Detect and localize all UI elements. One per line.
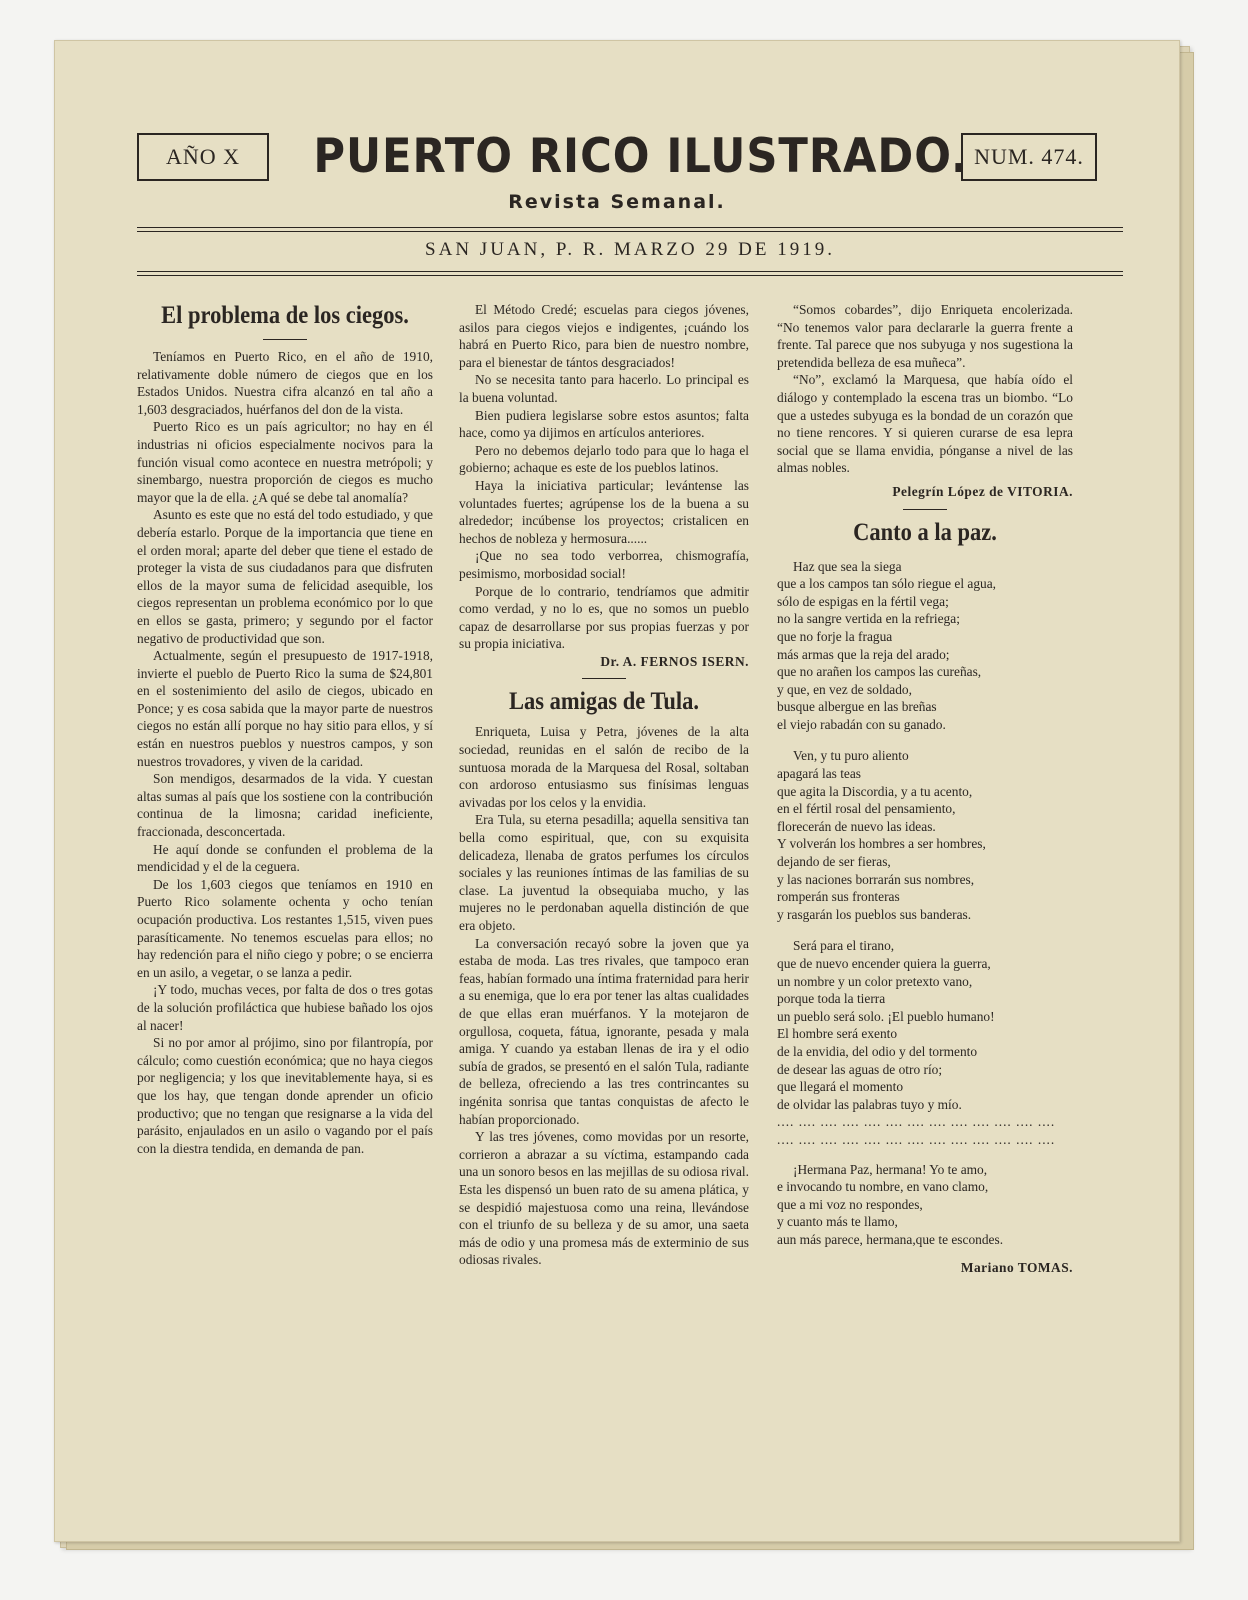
paragraph: ¡Que no sea todo verborrea, chismografía, pesimismo, morbosidad social! [459, 548, 749, 581]
paragraph: Pero no debemos dejarlo todo para que lo haga el gobierno; achaque es este de los pueblos latinos. [459, 442, 749, 476]
poem-line: que a los campos tan sólo riegue el agua, [777, 576, 997, 592]
paragraph: Porque de lo contrario, tendríamos que admitir como verdad, y no lo es, que no somos un pueblo capaz de desarrollarse por sus propias fuerzas y por su propia iniciativa. [459, 583, 749, 652]
paragraph: De los 1,603 ciegos que teníamos en 1910 en Puerto Rico solamente ochenta y ocho tenían ocupación productiva. Los restantes 1,515, viven pues parasíticamente. No tenemos escuelas para ellos; no hay redención para el niño ciego y pobre; o se encierra en un asilo, a vegetar, o se lanza a pedir. [137, 876, 433, 980]
masthead [137, 129, 1097, 239]
stanza-3 [777, 937, 1073, 1113]
poem-line: un pueblo será solo. ¡El pueblo humano! [777, 1008, 995, 1024]
article-separator [903, 509, 947, 510]
paragraph: ¡Y todo, muchas veces, por falta de dos o tres gotas de la solución profiláctica que hubiese bañado los ojos al nacer! [137, 982, 433, 1033]
poem-line: Será para el tirano, [793, 938, 895, 954]
poem-line: ¡Hermana Paz, hermana! Yo te amo, [793, 1161, 988, 1177]
poem-line: busque albergue en las breñas [777, 699, 937, 715]
stanza-2 [777, 747, 1073, 923]
spacer [777, 733, 1073, 747]
poem-line: y las naciones borrarán sus nombres, [777, 871, 975, 887]
poem-line: El hombre será exento [777, 1026, 898, 1042]
poem-line: romperán sus fronteras [777, 889, 900, 905]
paragraph: Enriqueta, Luisa y Petra, jóvenes de la alta sociedad, reunidas en el salón de recibo de la suntuosa morada de la Marquesa del Rosal, soltaban con ardoroso entusiasmo sus finísimas lenguas avivadas por los celos y la envidia. [459, 724, 749, 810]
poem-line: porque toda la tierra [777, 991, 886, 1007]
spacer [777, 923, 1073, 937]
paragraph: El Método Credé; escuelas para ciegos jóvenes, asilos para ciegos viejos e indigentes, ¡cuándo los habrá en Puerto Rico, para bien de nuestro nombre, para el bienestar de tántos desgraciados! [459, 302, 749, 370]
header-rule-bottom [137, 271, 1123, 272]
poem-line: de olvidar las palabras tuyo y mío. [777, 1096, 962, 1112]
paragraph: Asunto es este que no está del todo estudiado, y que debería estarlo. Porque de la importancia que tiene en el orden moral; aparte del deber que tiene el estado de proteger la vista de sus ciudadanos para que disfruten ellos de la mayor suma de felicidad asequible, los ciegos representan un problema económico por lo que en ellos se gasta, primero; y segundo por el factor negativo de productividad que son. [137, 507, 433, 646]
spacer [777, 1249, 1073, 1259]
poem-line: más armas que la reja del arado; [777, 646, 950, 662]
header-rule-top-2 [137, 231, 1123, 232]
poem-line: que llegará el momento [777, 1079, 904, 1095]
paragraph: Actualmente, según el presupuesto de 1917-1918, invierte el pueblo de Puerto Rico la suma de $24,801 en el sostenimiento del asilo de ciegos, ubicado en Ponce; y es cosa sabida que la mayor parte de nuestros ciegos no están allí porque no hay sitio para ellos, y sí están en nuestros pueblos y nuestros campos, y son nuestros trovadores, y viven de la caridad. [137, 648, 433, 769]
magazine-page [54, 40, 1180, 1542]
paragraph: Y las tres jóvenes, como movidas por un resorte, corrieron a abrazar a su víctima, estampando cada una un sonoro besos en las mejillas de su odiosa rival. Esta les dispensó un buen rato de su amena plática, y se despidió majestuosa como una reina, llevándose con el triunfo de su belleza y de su amor, una saeta más de odio y una promesa más de exterminio de sus odiosas rivales. [459, 1129, 749, 1268]
paragraph: La conversación recayó sobre la joven que ya estaba de moda. Las tres rivales, que tampoco eran feas, habían formado una íntima fraternidad para herir a su enemiga, que lo era por tener las altas cualidades de que ellas eran muérfanos. Y la motejaron de orgullosa, coqueta, fátua, ignorante, pesada y mala amiga. Y cuando ya estaban llenas de ira y el odio subía de grados, se presentó en el salón Tula, radiante de belleza, ofreciendo a las tres contrincantes su ingénita sonrisa que tantas conquistas de afecto le habían proporcionado. [459, 935, 749, 1127]
poem-line: en el fértil rosal del pensamiento, [777, 801, 956, 817]
signature-vitoria: Pelegrín López de VITORIA. [892, 483, 1073, 499]
spacer [777, 548, 1073, 558]
paragraph: Si no por amor al prójimo, sino por filantropía, por cálculo; como cuestión económica; que no haya ciegos por negligencia; y los que inevitablemente haya, si es que los hay, que tengan donde aprender un oficio productivo; que no tengan que resignarse a la vida del parásito, enjaulados en un asilo o vagando por el país con la diestra tendida, en demanda de pan. [137, 1035, 433, 1156]
poem-line: e invocando tu nombre, en vano clamo, [777, 1179, 989, 1195]
article-title-tula: Las amigas de Tula. [508, 688, 700, 716]
paragraph: Era Tula, su eterna pesadilla; aquella sensitiva tan bella como espiritual, que, con su exquisita delicadeza, llenaba de gratos perfumes los círculos sociales y las reuniones íntimas de las familias de su clase. La juventud la obsequiaba mucho, y las mujeres no le perdonaban aquella distinción de que era objeto. [459, 812, 749, 933]
paragraph: Haya la iniciativa particular; levántense las voluntades fuertes; agrúpense los de la buena a su alrededor; incúbense los proyectos; cristalicen en hechos de nobleza y hermosura...... [459, 477, 749, 546]
poem-line: y que, en vez de soldado, [777, 681, 912, 697]
poem-line: y cuanto más te llamo, [777, 1214, 898, 1230]
title-separator [263, 339, 307, 340]
poem-line: que no arañen los campos las cureñas, [777, 664, 982, 680]
poem-line: que no forje la fragua [777, 628, 893, 644]
article-separator [582, 678, 626, 679]
paragraph: No se necesita tanto para hacerlo. Lo principal es la buena voluntad. [459, 372, 749, 405]
paragraph: “No”, exclamó la Marquesa, que había oído el diálogo y contemplado la escena tras un biombo. “Lo que a ustedes subyuga es la bondad de un corazón que no tiene rencores. Y si quieren curarse de esa lepra social que se llama envidia, pónganse a nivel de las almas nobles. [777, 372, 1073, 476]
paragraph: Son mendigos, desarmados de la vida. Y cuestan altas sumas al país que los sostiene con la contribución continua de la limosna; caridad ineficiente, fraccionada, desconcertada. [137, 771, 433, 840]
poem-line: aun más parece, hermana,que te escondes. [777, 1231, 1004, 1247]
year-box: AÑO X [137, 133, 269, 181]
poem-line: Haz que sea la siega [793, 558, 902, 574]
spacer [777, 1149, 1073, 1161]
ellipsis-line: .... .... .... .... .... .... .... .... .... .... .... .... .... [777, 1114, 1056, 1130]
stanza-1 [777, 558, 1073, 734]
poem-line: de la envidia, del odio y del tormento [777, 1043, 978, 1059]
poem-line: un nombre y un color pretexto vano, [777, 973, 973, 989]
poem-line: Y volverán los hombres a ser hombres, [777, 836, 986, 852]
poem-line: que agita la Discordia, y a tu acento, [777, 783, 973, 799]
poem-line: el viejo rabadán con su ganado. [777, 716, 946, 732]
signature-fernos: Dr. A. FERNOS ISERN. [600, 653, 749, 669]
ellipsis-line-2: .... .... .... .... .... .... .... .... .... .... .... .... .... [777, 1131, 1056, 1147]
publication-subtitle: Revista Semanal. [508, 191, 726, 213]
poem-line: apagará las teas [777, 766, 862, 782]
article-title-ciegos: El problema de los ciegos. [161, 302, 409, 329]
poem-line: no la sangre vertida en la refriega; [777, 611, 960, 627]
poem-line: de desear las aguas de otro río; [777, 1061, 943, 1077]
paragraph: Teníamos en Puerto Rico, en el año de 1910, relativamente doble número de ciegos que en los Estados Unidos. Nuestra cifra alcanzó en tal año a 1,603 desgraciados, huérfanos del don de la vista. [137, 349, 433, 417]
paragraph: He aquí donde se confunden el problema de la mendicidad y el de la ceguera. [137, 841, 433, 875]
poem-line: dejando de ser fieras, [777, 854, 891, 870]
signature-tomas: Mariano TOMAS. [960, 1259, 1073, 1275]
publication-title: PUERTO RICO ILUSTRADO. [313, 129, 969, 184]
header-rule-bottom-2 [137, 275, 1123, 276]
dateline: SAN JUAN, P. R. MARZO 29 DE 1919. [425, 239, 835, 260]
poem-line: que a mi voz no respondes, [777, 1196, 923, 1212]
poem-line: Ven, y tu puro aliento [793, 748, 909, 764]
column-3 [777, 301, 1073, 1276]
poem-line: que de nuevo encender quiera la guerra, [777, 956, 991, 971]
poem-body [777, 548, 1073, 1249]
paragraph: “Somos cobardes”, dijo Enriqueta encolerizada. “No tenemos valor para declararle la guerra frente a frente. Tal parece que nos subyuga y nos sugestiona la pretendida belleza de esa muñeca”. [777, 302, 1073, 370]
paragraph: Puerto Rico es un país agricultor; no hay en él industrias ni oficios especialmente nocivos para la función visual como acontece en nuestra metrópoli; y sinembargo, nuestra proporción de ciegos es mucho mayor que la de ella. ¿A qué se debe tal anomalía? [137, 419, 433, 505]
poem-line: sólo de espigas en la fértil vega; [777, 593, 949, 609]
poem-line: y rasgarán los pueblos sus banderas. [777, 906, 972, 922]
column-2 [459, 301, 749, 1269]
header-rule-top [137, 227, 1123, 228]
column-1 [137, 301, 433, 1157]
poem-line: florecerán de nuevo las ideas. [777, 818, 936, 834]
stanza-4 [777, 1161, 1073, 1249]
paragraph: Bien pudiera legislarse sobre estos asuntos; falta hace, como ya dijimos en artículos anteriores. [459, 407, 749, 441]
poem-title: Canto a la paz. [853, 518, 997, 546]
issue-number-box: NUM. 474. [961, 133, 1097, 181]
